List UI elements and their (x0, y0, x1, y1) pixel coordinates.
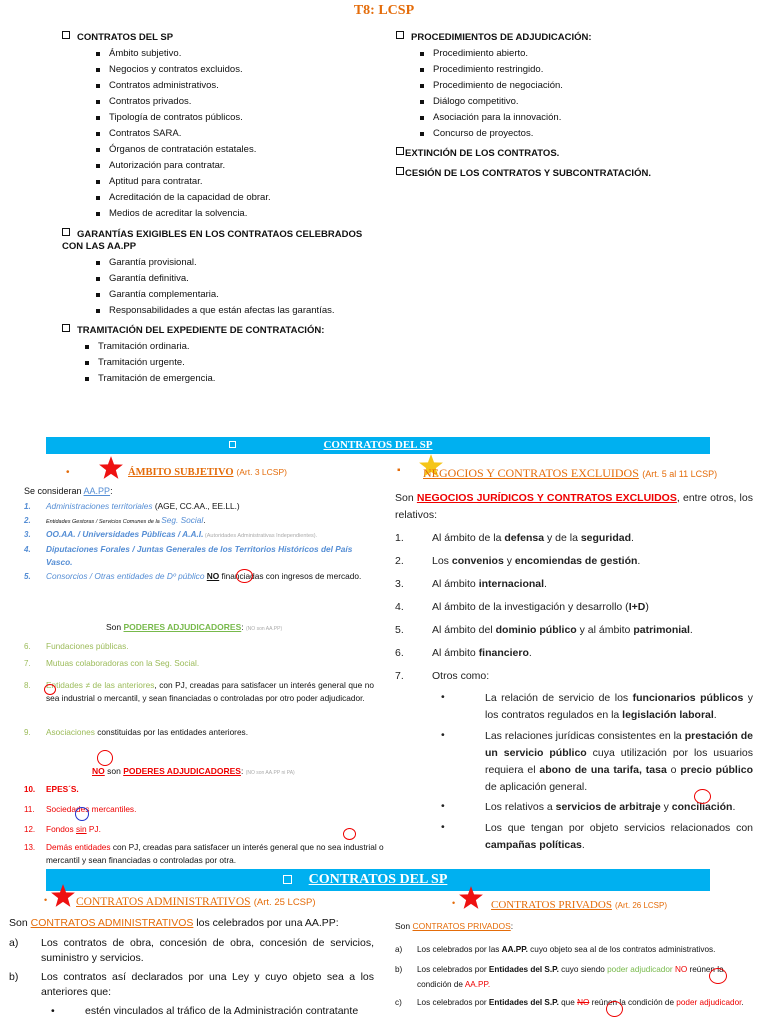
item-text: Demás entidades (46, 842, 111, 852)
list-item (24, 841, 384, 867)
item-number: 7. (395, 670, 404, 682)
item-bold: abono de una tarifa, tasa (539, 764, 667, 776)
item-bold: internacional (478, 578, 545, 590)
poderes-post: : (241, 622, 244, 632)
item-text: La relación de servicio de los funcionarios públicos y los contratos regulados en la legislación laboral. (485, 692, 754, 721)
section-bar-contratos-sp (46, 437, 710, 454)
item-text: Al ámbito (432, 647, 479, 659)
page-title: T8: LCSP (353, 3, 415, 18)
item-text: y de la (544, 532, 581, 544)
item-number: 4. (395, 601, 404, 613)
privados-intro-pre: Son (395, 921, 413, 931)
item-text: Los (432, 555, 452, 567)
item-text: Sociedades mercantiles. (46, 804, 137, 814)
item-text: Los que tengan por objeto servicios relacionados con campañas políticas. (485, 822, 753, 851)
item-text: Los celebrados por (417, 998, 489, 1007)
ambito-intro (24, 486, 113, 496)
item-text: . (631, 532, 634, 544)
item-letter: a) (9, 937, 19, 949)
admin-intro-highlight: CONTRATOS ADMINISTRATIVOS (30, 917, 194, 929)
list-item (395, 942, 760, 962)
no-poderes-note: (NO son AA.PP ni PA) (245, 770, 295, 776)
item-text: Asociaciones (46, 727, 95, 737)
item-text: y al ámbito (576, 624, 634, 636)
red-circle-annotation (236, 569, 253, 583)
checkbox-square-icon (283, 875, 292, 884)
item-text: sin (75, 824, 87, 834)
item-number: 10. (24, 785, 36, 794)
red-star-icon (98, 455, 124, 481)
list-item (395, 647, 755, 670)
privados-ref: (Art. 26 LCSP) (615, 901, 668, 910)
item-text: . (689, 624, 693, 636)
item-bold: legislación laboral (622, 709, 714, 721)
item-text: reúnen la condición de (589, 998, 677, 1007)
item-text: Los celebrados por (417, 965, 489, 974)
item-number: 4. (24, 545, 31, 554)
red-circle-annotation (694, 789, 711, 804)
item-text: Al ámbito de la (432, 532, 505, 544)
checkbox-square-icon (229, 441, 236, 448)
privados-intro (395, 921, 513, 931)
item-bold: campañas políticas (485, 839, 582, 851)
item-number: 1. (395, 532, 404, 544)
ambito-intro-end: : (110, 486, 113, 496)
item-text: Administraciones territoriales (46, 501, 153, 511)
item-number: 5. (24, 572, 31, 581)
item-text: Otros como: (432, 670, 490, 682)
item-text: Los celebrados por las (417, 945, 502, 954)
list-item (24, 679, 374, 726)
list-item: Autorización para contratar. (109, 158, 392, 174)
item-text: Consorcios / Otras entidades de Dº público (46, 571, 207, 581)
item-bold: defensa (504, 532, 545, 544)
list-item (9, 970, 374, 1004)
checkbox-square-icon (62, 228, 70, 236)
list-item: Contratos privados. (109, 94, 392, 110)
list-item (24, 500, 374, 514)
red-circle-annotation (44, 684, 56, 695)
item-text: . (741, 998, 744, 1007)
list-item: Responsabilidades a que están afectas las garantías. (109, 303, 392, 319)
outline-heading-extincion: EXTINCIÓN DE LOS CONTRATOS. (396, 146, 726, 162)
list-item (24, 570, 374, 598)
item-letter: b) (9, 971, 19, 983)
no-poderes-post: : (240, 766, 244, 776)
item-green: poder adjudicador (607, 965, 673, 974)
privados-heading (491, 899, 667, 911)
item-text: Al ámbito (432, 578, 479, 590)
item-text: estén vinculados al tráfico de la Administración contratante (85, 1005, 359, 1017)
item-text: . (203, 515, 206, 525)
outline-heading-garantias: GARANTÍAS EXIGIBLES EN LOS CONTRATAOS CELEBRADOS CON LAS AA.PP (62, 229, 363, 252)
checkbox-square-icon (396, 147, 404, 155)
list-item (24, 783, 374, 803)
outline-heading-cesion: CESIÓN DE LOS CONTRATOS Y SUBCONTRATACIÓN. (396, 166, 726, 182)
item-text: , con PJ, creadas para satisfacer un interés general que no sea industrial o mercantil, y sean financiadas o controladas por otro poder adjudicador. (46, 680, 375, 703)
red-circle-annotation (606, 1001, 623, 1017)
item-bold: patrimonial (633, 624, 690, 636)
checkbox-square-icon (396, 167, 404, 175)
section-bar-title: CONTRATOS DEL SP (323, 439, 433, 451)
negocios-intro (395, 490, 753, 524)
item-text: Fondos (46, 824, 76, 834)
list-item (395, 624, 755, 647)
list-item (24, 726, 374, 742)
list-item: Garantía definitiva. (109, 271, 392, 287)
item-text: y (503, 555, 515, 567)
item-number: 11. (24, 805, 35, 814)
item-text: Entidades ≠ de las anteriores (46, 680, 155, 690)
list-item: Tramitación urgente. (98, 355, 392, 371)
list-item: Asociación para la innovación. (433, 110, 726, 126)
item-text: financiadas con ingresos de mercado. (219, 571, 362, 581)
list-item: Garantía complementaria. (109, 287, 392, 303)
list-item (395, 555, 755, 578)
item-bold: seguridad (580, 532, 632, 544)
outline-heading-tramitacion: TRAMITACIÓN DEL EXPEDIENTE DE CONTRATACIÓN: (62, 323, 392, 339)
bullet-dot-icon: • (452, 898, 456, 908)
list-item (395, 532, 755, 555)
bullet-dot-icon: • (441, 821, 445, 833)
negocios-ref: (Art. 5 al 11 LCSP) (642, 469, 718, 479)
checkbox-square-icon (62, 31, 70, 39)
privados-intro-highlight: CONTRATOS PRIVADOS (412, 921, 511, 931)
bullet-dot-icon: • (66, 467, 70, 478)
list-item: Tipología de contratos públicos. (109, 110, 392, 126)
item-bold: funcionarios públicos (632, 692, 744, 704)
admin-intro-pre: Son (9, 917, 31, 929)
blue-circle-annotation (75, 807, 89, 821)
outline-list-contratos (109, 46, 392, 222)
list-item (395, 962, 760, 995)
item-number: 5. (395, 624, 404, 636)
item-number: 2. (24, 516, 31, 525)
outline-heading-procedimientos: PROCEDIMIENTOS DE ADJUDICACIÓN: (396, 30, 726, 46)
item-bold: Entidades del S.P. (488, 998, 559, 1007)
poderes-list (24, 640, 374, 742)
list-item (395, 578, 755, 601)
outline-right (396, 30, 726, 182)
item-text: (AGE, CC.AA., EE.LL.) (152, 501, 240, 511)
item-letter: b) (395, 965, 403, 974)
item-text: EPES´S. (46, 784, 79, 794)
item-text: Al ámbito de la investigación y desarrollo ( (432, 601, 629, 613)
negocios-list (395, 532, 755, 688)
red-circle-annotation (97, 750, 113, 766)
item-text: PJ. (86, 824, 101, 834)
list-item: Negocios y contratos excluidos. (109, 62, 392, 78)
admin-title: CONTRATOS ADMINISTRATIVOS (76, 896, 251, 908)
item-text: Los contratos así declarados por una Ley y cuyo objeto sea a los anteriores que: (41, 971, 374, 998)
ambito-title: ÁMBITO SUBJETIVO (128, 467, 234, 478)
item-text: con PJ, creadas para satisfacer un interés general que no sea industrial o mercantil y sean financiadas o controladas por otra. (46, 842, 384, 865)
item-text: Las relaciones jurídicas consistentes en la prestación de un servicio público cuya utilización por los usuarios requiera el abono de una tarifa, tasa o precio público de aplicación general. (485, 730, 753, 793)
list-item: Medios de acreditar la solvencia. (109, 206, 392, 222)
list-item: Tramitación ordinaria. (98, 339, 392, 355)
list-item: Contratos SARA. (109, 126, 392, 142)
list-item (24, 543, 374, 570)
negocios-intro-post: , entre otros, los relativos: (395, 492, 753, 521)
list-item (441, 690, 754, 728)
item-bold: encomiendas de gestión (514, 555, 638, 567)
list-item (24, 823, 374, 841)
list-item (395, 995, 760, 1010)
item-number: 7. (24, 659, 31, 668)
item-text: que (558, 998, 578, 1007)
outline-heading-contratos: CONTRATOS DEL SP (62, 30, 392, 46)
item-letter: a) (395, 945, 403, 954)
item-text: (Autoridades Administrativas Independientes). (203, 533, 318, 539)
bullet-dot-icon: • (441, 800, 445, 812)
item-text: ) (645, 601, 649, 613)
poderes-heading (106, 622, 282, 632)
admin-intro-post: los celebrados por una AA.PP: (193, 917, 339, 929)
item-text: . (637, 555, 641, 567)
item-bold: precio público (680, 764, 753, 776)
item-text: Los contratos de obra, concesión de obra, concesión de servicios, suministro y servicios. (41, 937, 374, 964)
item-text: Al ámbito del (432, 624, 496, 636)
item-text: Los relativos a servicios de arbitraje y conciliación. (485, 801, 736, 813)
item-bold: prestación de un servicio público (485, 730, 753, 759)
list-item: Tramitación de emergencia. (98, 371, 392, 387)
item-bold: convenios (451, 555, 504, 567)
negocios-intro-highlight: NEGOCIOS JURÍDICOS Y CONTRATOS EXCLUIDOS (416, 492, 677, 504)
item-text: Entidades Gestoras / Servicios Comunes de la (46, 519, 162, 525)
negocios-intro-pre: Son (395, 492, 417, 504)
admin-heading (76, 896, 316, 908)
red-circle-annotation (709, 968, 727, 984)
section-bar-contratos-sp-2 (46, 869, 710, 891)
list-item: Ámbito subjetivo. (109, 46, 392, 62)
item-number: 9. (24, 728, 31, 737)
item-number: 3. (24, 530, 31, 539)
outline-left (62, 30, 392, 387)
list-item: Concurso de proyectos. (433, 126, 726, 142)
item-text: Fundaciones públicas. (46, 641, 129, 651)
no-emphasis: NO (674, 965, 688, 974)
no-emphasis: NO (577, 998, 590, 1007)
ambito-list-aapp (24, 500, 374, 598)
bullet-dot-icon: • (51, 1005, 55, 1017)
ambito-ref: (Art. 3 LCSP) (236, 467, 287, 477)
checkbox-square-icon (396, 31, 404, 39)
bullet-dot-icon: ▪ (397, 465, 401, 476)
item-bold: servicios de arbitraje (555, 801, 661, 813)
item-bold: I+D (628, 601, 646, 613)
item-bold: Entidades del S.P. (488, 965, 559, 974)
privados-list (395, 942, 760, 1010)
item-bold: AA.PP. (501, 945, 528, 954)
list-item: Órganos de contratación estatales. (109, 142, 392, 158)
item-number: 2. (395, 555, 404, 567)
negocios-title: NEGOCIOS Y CONTRATOS EXCLUIDOS (423, 466, 639, 480)
item-bold: dominio público (495, 624, 577, 636)
red-star-icon (50, 883, 76, 909)
list-item: Procedimiento restringido. (433, 62, 726, 78)
bullet-dot-icon: • (441, 691, 445, 703)
list-item (441, 820, 753, 856)
item-number: 6. (395, 647, 404, 659)
list-item (24, 640, 374, 657)
list-item: Procedimiento abierto. (433, 46, 726, 62)
outline-list-tramitacion (98, 339, 392, 387)
list-item (441, 728, 753, 799)
item-text: reúnen la condición de (417, 965, 724, 989)
list-item: Procedimiento de negociación. (433, 78, 726, 94)
item-number: 12. (24, 825, 36, 834)
aapp-link[interactable]: AA.PP (83, 486, 111, 496)
list-item (441, 799, 753, 820)
item-text: cuyo objeto sea al de los contratos administrativos. (527, 945, 716, 954)
list-item (24, 657, 374, 679)
red-circle-annotation (343, 828, 356, 840)
item-text: Mutuas colaboradoras con la Seg. Social. (46, 658, 200, 668)
no-poderes-no: NO (92, 766, 105, 776)
list-item (395, 670, 755, 688)
no-poderes-heading (92, 766, 295, 776)
admin-intro (9, 917, 339, 929)
ambito-intro-text: Se consideran (24, 486, 84, 496)
item-number: 1. (24, 502, 31, 511)
outline-list-garantias (109, 255, 392, 319)
admin-ref: (Art. 25 LCSP) (253, 897, 316, 908)
no-poderes-son: son (104, 766, 124, 776)
item-red: poder adjudicador (676, 998, 742, 1007)
item-number: 6. (24, 642, 31, 651)
item-text: constituidas por las entidades anteriores. (94, 727, 249, 737)
item-number: 13. (24, 843, 36, 852)
item-text: . (528, 647, 532, 659)
checkbox-square-icon (62, 324, 70, 332)
no-poderes-list (24, 783, 384, 867)
ambito-heading (128, 466, 287, 478)
negocios-sublist (441, 690, 754, 856)
item-bold: financiero (478, 647, 529, 659)
item-bold: conciliación (671, 801, 733, 813)
outline-list-procedimientos (433, 46, 726, 142)
list-item: Contratos administrativos. (109, 78, 392, 94)
no-emphasis: NO (206, 571, 220, 581)
item-number: 8. (24, 681, 31, 690)
list-item (24, 514, 374, 528)
list-item: Acreditación de la capacidad de obrar. (109, 190, 392, 206)
no-poderes-title: PODERES ADJUDICADORES (123, 766, 241, 776)
item-number: 3. (395, 578, 404, 590)
privados-intro-post: : (510, 921, 514, 931)
bullet-dot-icon: • (44, 895, 48, 905)
item-text: OO.AA. / Universidades Públicas / A.A.I. (46, 529, 204, 539)
admin-list (9, 936, 374, 1019)
bullet-dot-icon: • (441, 729, 445, 741)
section-bar-title: CONTRATOS DEL SP (308, 872, 448, 887)
red-star-icon (458, 885, 484, 911)
list-item (9, 1004, 374, 1019)
poderes-pre: Son (106, 622, 124, 632)
list-item: Diálogo competitivo. (433, 94, 726, 110)
item-letter: c) (395, 998, 402, 1007)
list-item (9, 936, 374, 970)
list-item (24, 528, 374, 543)
item-text: Diputaciones Forales / Juntas Generales de los Territorios Históricos del País Vasco. (46, 544, 353, 567)
item-text: Seg. Social (161, 515, 204, 525)
poderes-title: PODERES ADJUDICADORES (123, 622, 242, 632)
poderes-note: (NO son AA.PP) (246, 626, 283, 632)
list-item: Aptitud para contratar. (109, 174, 392, 190)
negocios-heading (423, 466, 717, 481)
item-red: AA.PP. (464, 980, 491, 989)
list-item (395, 601, 755, 624)
list-item: Garantía provisional. (109, 255, 392, 271)
item-text: cuyo siendo (558, 965, 608, 974)
privados-title: CONTRATOS PRIVADOS (491, 899, 612, 911)
item-text: . (544, 578, 547, 590)
